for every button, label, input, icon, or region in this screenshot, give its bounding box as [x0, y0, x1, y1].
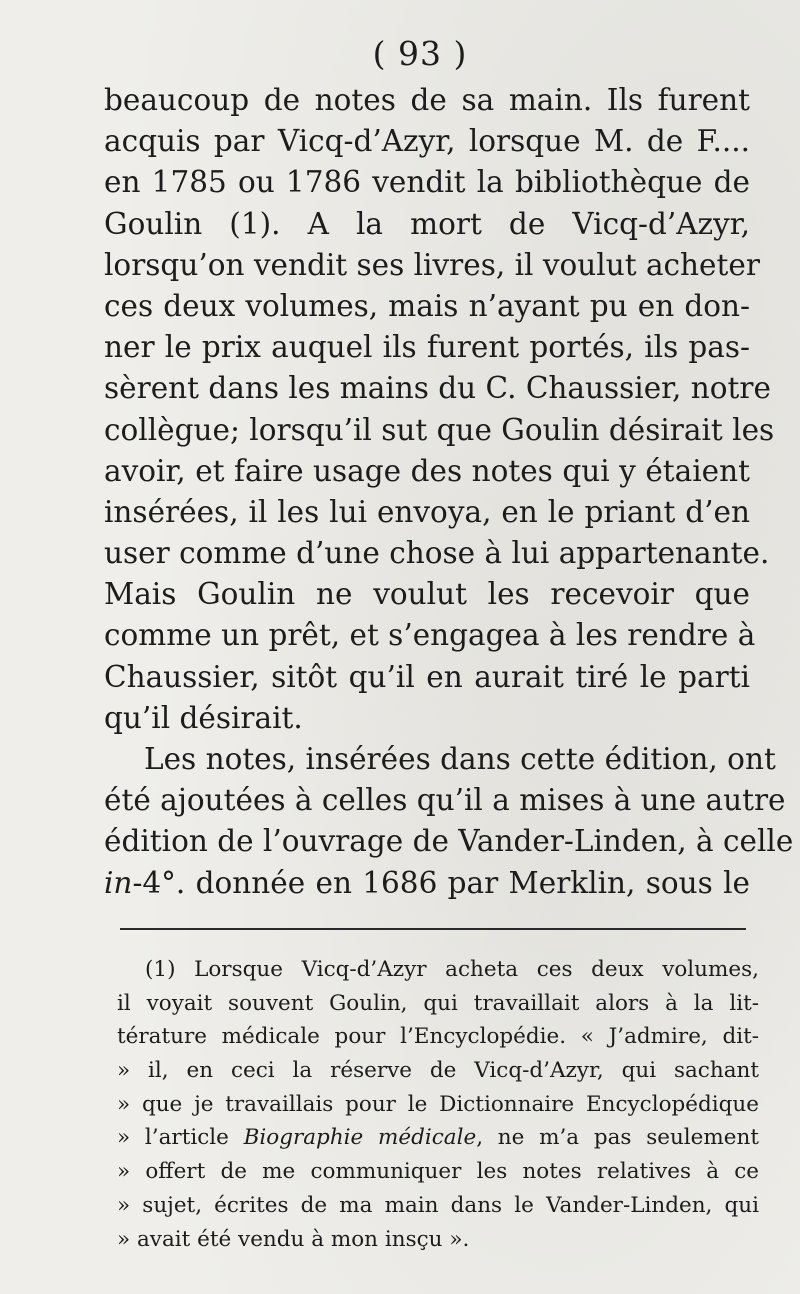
text-run: , ne m’a pas seulement [476, 1125, 759, 1151]
footnote [117, 953, 759, 1256]
text-line: en 1785 ou 1786 vendit la bibliothèque de [104, 165, 750, 200]
footnote-line: » sujet, écrites de ma main dans le Vander-Linden, qui [117, 1192, 759, 1218]
text-line [104, 863, 750, 904]
main-text [104, 80, 794, 904]
paragraph-start-line: Les notes, insérées dans cette édition, ont [144, 742, 776, 776]
text-run: » l’article [117, 1125, 244, 1151]
footnote-line: » avait été vendu à mon insçu ». [117, 1226, 470, 1252]
footnote-line: il voyait souvent Goulin, qui travaillait alors à la lit- [117, 990, 759, 1016]
text-line: ces deux volumes, mais n’ayant pu en don- [104, 288, 750, 323]
text-line: Chaussier, sitôt qu’il en aurait tiré le parti [104, 659, 750, 694]
text-line: user comme d’une chose à lui appartenante. [104, 536, 770, 571]
text-line: acquis par Vicq-d’Azyr, lorsque M. de F.... [104, 124, 750, 159]
text-line: édition de l’ouvrage de Vander-Linden, à celle [104, 824, 794, 859]
footnote-line: » il, en ceci la réserve de Vicq-d’Azyr, qui sachant [117, 1058, 759, 1084]
text-line: Mais Goulin ne voulut les recevoir que [104, 577, 750, 612]
footnote-line [117, 1121, 759, 1155]
text-line: beaucoup de notes de sa main. Ils furent [104, 83, 750, 117]
text-line: collègue; lorsqu’il sut que Goulin désirait les [104, 412, 775, 447]
text-line: sèrent dans les mains du C. Chaussier, notre [104, 371, 771, 406]
text-line: lorsqu’on vendit ses livres, il voulut acheter [104, 247, 760, 282]
footnote-line: (1) Lorsque Vicq-d’Azyr acheta ces deux volumes, [145, 957, 759, 982]
text-line: insérées, il les lui envoya, en le priant d’en [104, 494, 750, 529]
italic-text: Biographie médicale [243, 1125, 477, 1151]
text-line: ner le prix auquel ils furent portés, ils pas- [104, 330, 750, 365]
italic-text: in [104, 865, 133, 900]
footnote-rule [120, 928, 746, 930]
paragraph-end-line: qu’il désirait. [104, 700, 303, 735]
footnote-line: » offert de me communiquer les notes relatives à ce [117, 1159, 759, 1185]
footnote-line: » que je travaillais pour le Dictionnaire Encyclopédique [117, 1091, 759, 1117]
text-line: avoir, et faire usage des notes qui y étaient [104, 453, 750, 488]
text-run: -4°. donnée en 1686 par Merklin, sous le [132, 865, 750, 900]
page-number: ( 93 ) [372, 34, 468, 73]
footnote-line: térature médicale pour l’Encyclopédie. « J’admire, dit- [117, 1024, 759, 1050]
text-line: comme un prêt, et s’engagea à les rendre à [104, 618, 756, 653]
text-line: été ajoutées à celles qu’il a mises à une autre [104, 783, 786, 818]
text-line: Goulin (1). A la mort de Vicq-d’Azyr, [104, 206, 750, 241]
